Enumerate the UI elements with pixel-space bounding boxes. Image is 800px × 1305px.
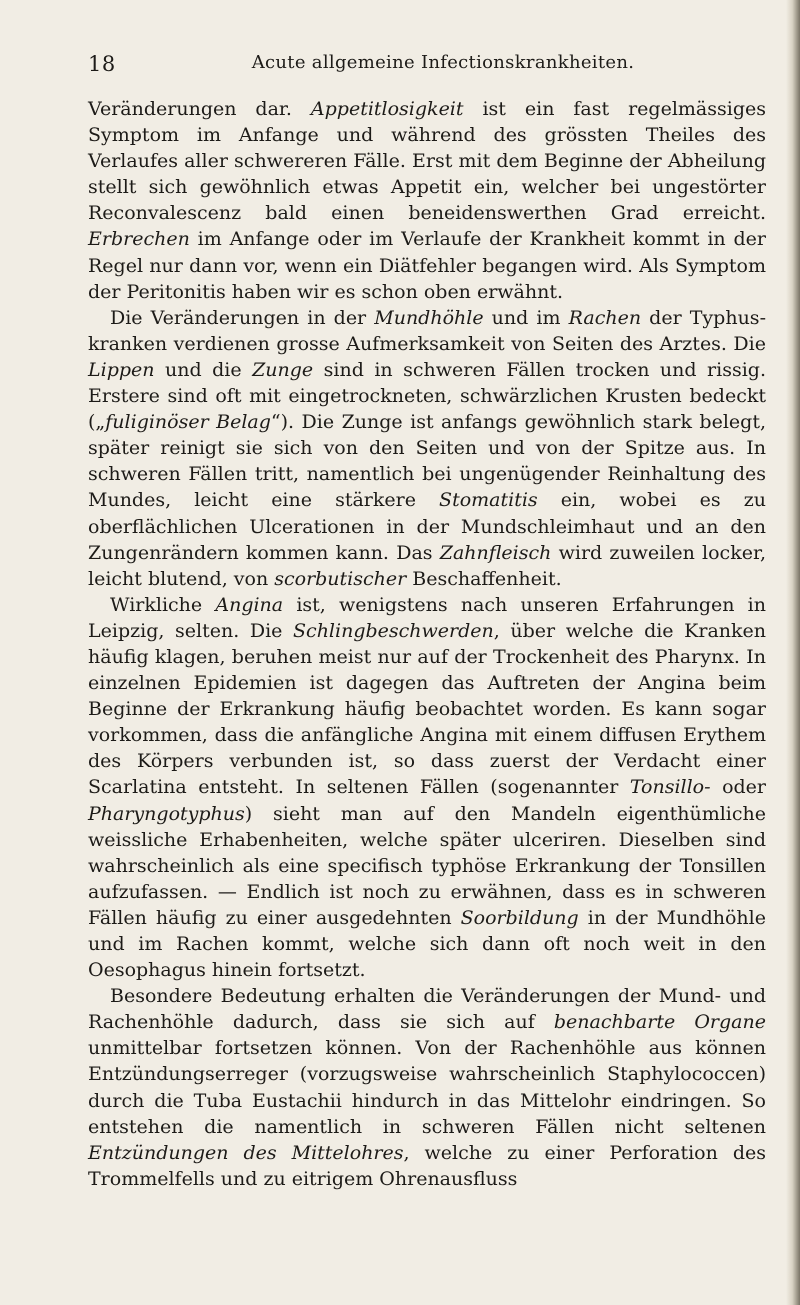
italic-term: scorbutischer [274, 567, 407, 590]
text-run: Die Veränderungen in der [110, 306, 375, 329]
italic-term: Lippen [88, 358, 155, 381]
text-run: in der Mundhöhle und im Rachen kommt, welche sich dann oft noch weit in den Oesophagus hinein fortsetzt. [88, 906, 766, 982]
text-run: ) sieht man auf den Mandeln eigenthümliche weissliche Erhabenheiten, welche später ulceriren. Dieselben sind wahrscheinlich als eine specifisch typhöse Erkrankung der Tonsillen aufzufassen. — Endlich ist noch zu erwähnen, dass es in schweren Fällen häufig zu einer ausgedehnten [88, 802, 766, 929]
italic-term: Soorbildung [460, 906, 579, 929]
italic-term: Zunge [252, 358, 314, 381]
italic-term: Stomatitis [439, 489, 538, 512]
italic-term: benachbarte Organe [553, 1011, 766, 1034]
text-run: , welche zu einer Perforation des Trommelfells und zu eitrigem Ohrenausfluss [88, 1141, 766, 1190]
italic-term: Angina [215, 593, 284, 616]
text-run: “). Die Zunge ist anfangs gewöhnlich stark belegt, später reinigt sie sich von den Seiten und von der Spitze aus. In schweren Fällen tritt, namentlich bei ungenügender Reinhaltung des Mundes, leicht eine stärkere [88, 411, 766, 512]
text-run: wird zuweilen locker, leicht blutend, von [88, 541, 766, 590]
page-header [88, 52, 778, 82]
italic-term: Tonsillo- [629, 776, 711, 799]
italic-term: Zahnfleisch [439, 541, 552, 564]
page-edge-shadow [786, 0, 800, 1305]
paragraph-appetite [88, 96, 766, 305]
running-head: Acute allgemeine Infectionskrankheiten. [251, 52, 635, 73]
text-run: ist ein fast regelmässiges Symptom im Anfange und während des grössten Theiles des Verlaufes aller schwereren Fälle. Erst mit dem Beginne der Abheilung stellt sich gewöhnlich etwas Appetit ein, welcher bei ungestörter Reconvalescenz bald einen beneidenswerthen Grad erreicht. [88, 98, 766, 225]
text-run: der Typhuskranken verdienen grosse Aufmerksamkeit von Seiten des Arztes. Die [88, 306, 766, 355]
text-run: , über welche die Kranken häufig klagen, beruhen meist nur auf der Trockenheit des Pharynx. In einzelnen Epidemien ist dagegen das Auftreten der Angina beim Beginne der Erkrankung häufig beobachtet worden. Es kann sogar vorkommen, dass die anfängliche Angina mit einem diffusen Erythem des Körpers verbunden ist, so dass zuerst der Verdacht einer Scarlatina entsteht. In seltenen Fällen (sogenannter [88, 619, 767, 799]
italic-term: Erbrechen [88, 228, 190, 251]
text-run: oder [710, 776, 766, 799]
paragraph-mouth-pharynx [88, 305, 766, 592]
paragraph-neighbouring-organs [88, 983, 766, 1192]
text-run: Wirkliche [110, 593, 216, 616]
body-text [88, 96, 766, 1192]
text-run: Veränderungen dar. [88, 98, 311, 120]
paragraph-angina [88, 592, 766, 983]
text-run: und im [483, 306, 569, 329]
italic-term: Pharyngotyphus [88, 802, 245, 825]
text-run: Besondere Bedeutung erhalten die Veränderungen der Mund- und Rachenhöhle dadurch, dass sie sich auf [88, 985, 766, 1034]
text-run: ein, wobei es zu oberflächlichen Ulcerationen in der Mundschleimhaut und an den Zungenrändern kommen kann. Das [88, 489, 766, 564]
italic-term: Schlingbeschwerden [293, 619, 494, 642]
text-run: unmittelbar fortsetzen können. Von der Rachenhöhle aus können Entzündungserreger (vorzugsweise wahrscheinlich Staphylococcen) durch die Tuba Eustachii hindurch in das Mittelohr eindringen. So entstehen die namentlich in schweren Fällen nicht seltenen [88, 1037, 766, 1138]
text-run: Beschaffenheit. [406, 567, 562, 590]
italic-term: Mundhöhle [374, 306, 484, 329]
page-number: 18 [88, 52, 116, 76]
italic-term: fuliginöser Belag [105, 411, 271, 434]
text-run: ist, wenigstens nach unseren Erfahrungen in Leipzig, selten. Die [88, 593, 766, 642]
text-run: und die [154, 358, 253, 381]
italic-term: Appetitlosigkeit [310, 98, 464, 120]
italic-term: Rachen [568, 306, 642, 329]
text-run: im Anfange oder im Verlaufe der Krankheit kommt in der Regel nur dann vor, wenn ein Diätfehler begangen wird. Als Symptom der Peritonitis haben wir es schon oben erwähnt. [88, 228, 766, 303]
text-run: sind in schweren Fällen trocken und rissig. Erstere sind oft mit eingetrockneten, schwärzlichen Krusten bedeckt („ [88, 358, 766, 434]
italic-term: Entzündungen des Mittelohres [88, 1141, 404, 1164]
